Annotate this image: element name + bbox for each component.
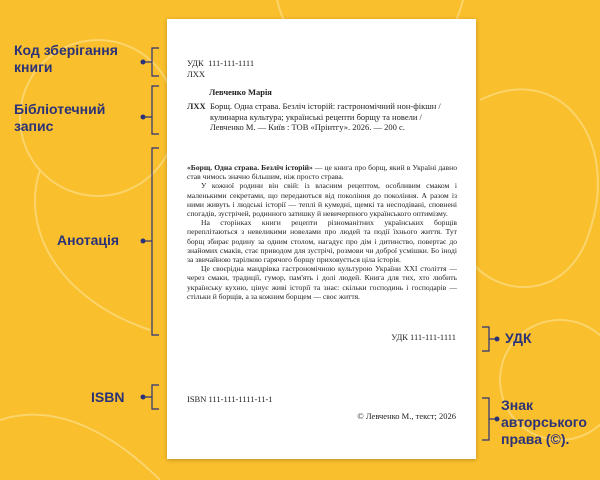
annotation-paragraph: У кожної родини він свій: із власним рецептом, особливим смаком і маленькими секретами, що передаються від покоління до покоління. А разом із ними живуть і людські історії — теплі й кумедні, щемкі та несподівані, сповнені спогадів, зустрічей, родинного затишку й невичерпного українського оптимізму. [187, 181, 457, 219]
udk-code: УДК 111-111-1111 [391, 332, 456, 342]
annotation-paragraph: «Борщ. Одна страва. Безліч історій» — це книга про борщ, який в Україні давно став чимось значно більшим, ніж просто страва. [187, 163, 458, 182]
label-storage-code: Код зберігання книги [14, 42, 118, 75]
isbn-number: ISBN 111-111-1111-11-1 [187, 394, 273, 404]
bibliographic-record [187, 101, 457, 133]
annotation-paragraph: На сторінках книги рецепти різноманітних українських борщів переплітаються з невеликими новелами про людей та події їхнього життя. Тут борщ збирає родину за одним столом, нагадує про дім і дитинство, повертає до знайомих смаків, стає приводом для зустрічі, розмови чи доброї усмішки. Бо іноді за звичайною тарілкою гарячого борщу приховується ціла історія. [187, 218, 457, 265]
author-name: Левченко Марія [209, 87, 272, 97]
biblio-text: Борщ. Одна страва. Безліч історій: гастрономічний нон-фікшн / кулинарна культура; українські рецепти борщу та новели / Левченко М. — Київ : ТОВ «Прінтгу». 2026. — 200 с. [210, 101, 441, 132]
biblio-code: ЛХХ [187, 101, 206, 111]
book-imprint-page [167, 19, 476, 459]
label-copyright-sign: Знак авторського права (©). [501, 397, 587, 447]
label-isbn: ISBN [91, 389, 125, 405]
udk-storage-code: УДК 111-111-1111 ЛХХ [187, 58, 255, 79]
copyright-notice: © Левченко М., текст; 2026 [357, 411, 456, 421]
label-annotation: Анотація [57, 232, 120, 248]
annotation-text [187, 163, 457, 301]
label-library-record: Бібліотечний запис [14, 101, 106, 134]
label-udk: УДК [505, 330, 532, 346]
annotation-paragraph: Це своєрідна мандрівка гастрономічною культурою України XXI століття — через смаки, традиції, гумор, пам'ять і долі людей. Книга для тих, хто любить українську кухню, цінує живі історії та знає: скільки господинь і господарів — стільки й борщів, а за кожним борщем — своє життя. [187, 264, 457, 301]
